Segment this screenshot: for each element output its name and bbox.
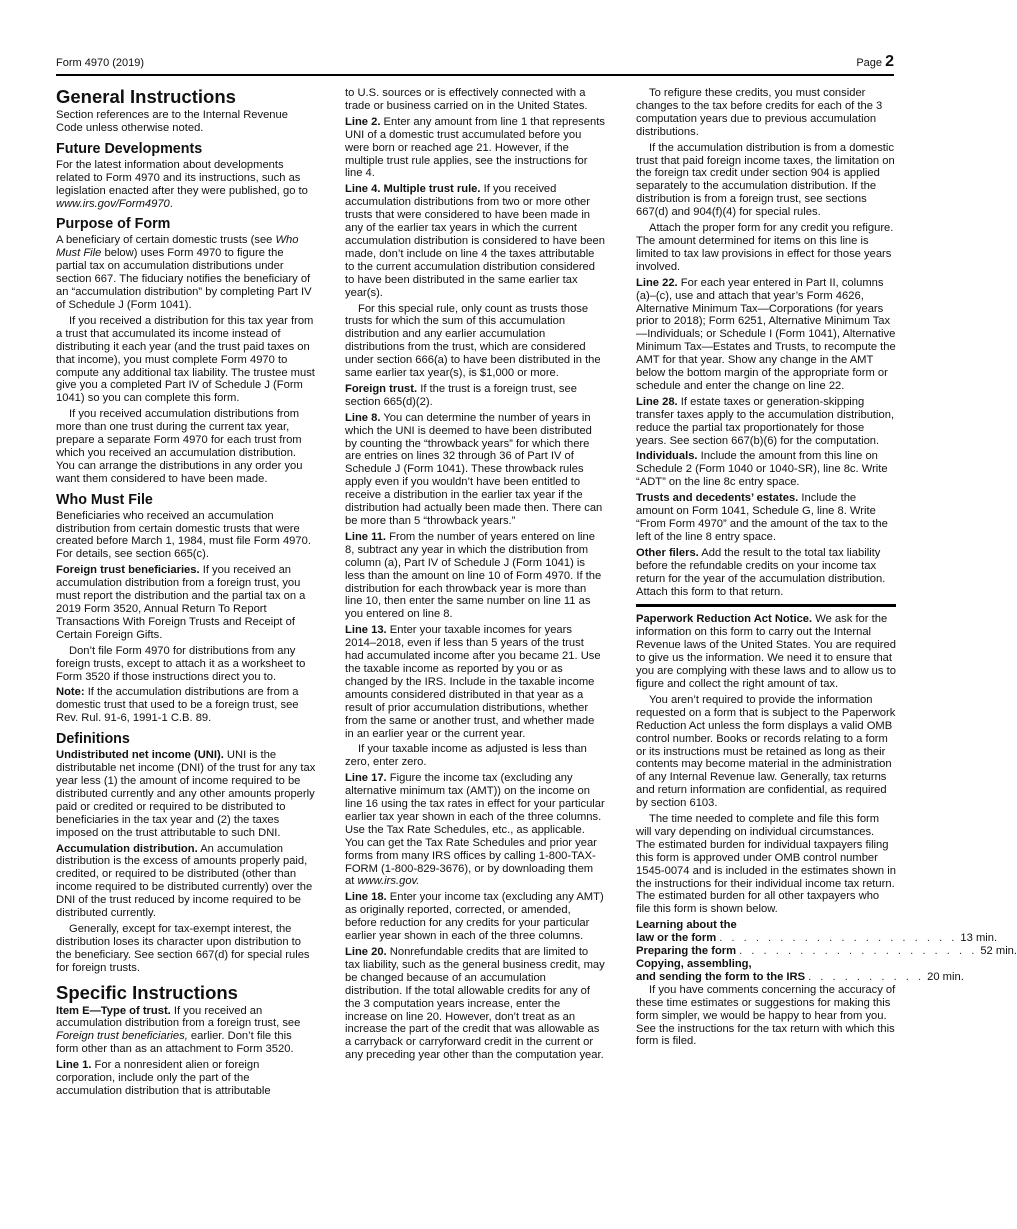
who-must-file-heading: Who Must File (56, 491, 153, 508)
purpose-heading: Purpose of Form (56, 216, 171, 233)
item-e-paragraph (56, 1005, 316, 1057)
page-num: 2 (885, 53, 894, 70)
intro-paragraph: Section references are to the Internal Revenue Code unless otherwise noted. (56, 109, 288, 134)
time-row-learning-head (636, 919, 896, 932)
note-label: Note: (56, 686, 85, 699)
line-11-text: From the number of years entered on line 8, subtract any year in which the distribution from column (a), Part IV of Schedule J (Form 1041) is less than the amount on line 10 of Form 4970. If the distribution for each throwback year is more than line 10, then enter the same number on line 11 as you entered on line 8. (345, 530, 602, 621)
line-11-paragraph (345, 531, 605, 621)
pof-p1b: below) uses Form 4970 to figure the partial tax on accumulation distributions under section 667. The fiduciary notifies the beneficiary of an “accumulation distribution” by completing Part IV of Schedule J (Form 1041). (56, 247, 312, 311)
future-developments-paragraph (56, 159, 316, 211)
trusts-estates-paragraph (636, 492, 896, 544)
section-divider (636, 604, 896, 607)
irs-url-link[interactable]: www.irs.gov. (357, 875, 420, 888)
pra-label: Paperwork Reduction Act Notice. (636, 613, 813, 626)
line-20-text: Nonrefundable credits that are limited to tax liability, such as the general business credit, may be changed because of an accumulation distribution. If the total allowable credits for any of the 3 computation years increase, enter the increase on line 20. However, don’t treat as an increase the part of the credit that was allowable as a carryback or carryforward credit in the current or any preceding year other than the computation year. (345, 946, 605, 1062)
line-13-paragraph-2: If your taxable income as adjusted is less than zero, enter zero. (345, 743, 587, 769)
purpose-paragraph-1 (56, 234, 316, 311)
definitions-paragraph-3: Generally, except for tax-exempt interest, the distribution loses its character upon distribution to the beneficiary. See section 667(d) for special rules for foreign trusts. (56, 922, 310, 974)
line-1-text: For a nonresident alien or foreign corporation, include only the part of the accumulation distribution that is attributable (56, 1059, 271, 1097)
pof-p1i: Who Must File (56, 234, 299, 260)
item-e-label: Item E—Type of trust. (56, 1004, 171, 1017)
other-filers-text: Add the result to the total tax liability before the refundable credits on your income tax return for the year of the accumulation distribution. Attach this form to that return. (636, 546, 886, 598)
comments-paragraph: If you have comments concerning the accuracy of these time estimates or suggestions for making this form simpler, we would be happy to hear from you. See the instructions for the tax return with which this form is filed. (636, 983, 896, 1048)
line-17-paragraph (345, 772, 605, 888)
foreign-trust-beneficiaries-paragraph (56, 564, 316, 641)
pra-text: We ask for the information on this form to carry out the Internal Revenue laws of the United States. You are required to give us the information. We need it to ensure that you are complying with these laws and to allow us to figure and collect the right amount of tax. (636, 613, 896, 690)
line-20-label: Line 20. (345, 946, 387, 958)
time-row-learning (636, 932, 998, 945)
ad-label: Accumulation distribution. (56, 842, 198, 855)
line-8-text: You can determine the number of years in which the UNI is deemed to have been distributed by counting the “throwback years” for which there are entries on lines 32 through 36 of Part IV of Schedule J (Form 1041). These throwback rules apply even if you wouldn’t have been entitled to receive a distribution in the earlier tax year if the distribution had actually been made then. There can be more than 5 “throwback years.” (345, 411, 603, 527)
line-4-label: Line 4. Multiple trust rule. (345, 183, 481, 196)
time-label-copying-2: and sending the form to the IRS (636, 970, 806, 983)
line-18-label: Line 18. (345, 891, 387, 904)
ftb-label: Foreign trust beneficiaries. (56, 564, 200, 577)
item-e-b: earlier. Don’t file this form other than as an attachment to Form 3520. (56, 1030, 294, 1056)
line-13-label: Line 13. (345, 624, 387, 637)
line-8-paragraph (345, 412, 605, 528)
uni-label: Undistributed net income (UNI). (56, 749, 224, 762)
item-e-i: Foreign trust beneficiaries, (56, 1030, 188, 1043)
leader-dots: . . . . . . . . . . . . . . . . . . . . (719, 932, 958, 945)
leader-dots: . . . . . . . . . . . . . . . . . . . . (739, 945, 978, 958)
foreign-trust-paragraph (345, 383, 605, 409)
form-id: Form 4970 (2019) (56, 57, 145, 69)
column-1 (56, 87, 316, 1101)
time-label-learning-2: law or the form (636, 932, 717, 945)
trusts-estates-label: Trusts and decedents’ estates. (636, 492, 799, 505)
purpose-paragraph-2: If you received a distribution for this tax year from a trust that accumulated its income instead of distributing it each year (and the trust paid taxes on that income), you must complete Form 4970 to compute any additional tax liability. The trustee must give you a completed Part IV of Schedule J (Form 1041) so you can complete this form. (56, 314, 315, 405)
other-filers-paragraph (636, 547, 896, 599)
uni-text: UNI is the distributable net income (DNI) of the trust for any tax year less (1) the amount of income required to be distributed currently and any other amounts properly paid or credited or required to be distributed to beneficiaries in the tax year and (2) the taxes imposed on the trust attributable to such DNI. (56, 749, 316, 839)
fd-end: . (169, 197, 173, 210)
line-2-text: Enter any amount from line 1 that represents UNI of a domestic trust accumulated before you were born or reached age 21. However, if the multiple trust rule applies, see the instructions for line 4. (345, 115, 605, 180)
col3-paragraph-2: If the accumulation distribution is from a domestic trust that paid foreign income taxes, the limitation on the foreign tax credit under section 904 is applied separately to the accumulation distribution. If the distribution is from a foreign trust, see sections 667(d) and 904(f)(4) for special rules. (636, 141, 895, 219)
time-row-copying-head (636, 958, 896, 971)
time-row-copying (636, 970, 964, 984)
line-8-label: Line 8. (345, 411, 381, 424)
line-22-text: For each year entered in Part II, columns (a)–(c), use and attach that year’s Form 4626, Alternative Minimum Tax—Corporations (for years prior to 2018); Form 6251, Alternative Minimum Tax—Individuals; or Schedule I (Form 1041), Alternative Minimum Tax—Estates and Trusts, to recompute the AMT for that year. Show any change in the AMT below the bottom margin of the appropriate form or schedule and enter the change on line 22. (636, 276, 896, 392)
definitions-heading: Definitions (56, 731, 130, 748)
time-value-copying: 20 min. (927, 970, 964, 983)
purpose-paragraph-3: If you received accumulation distributions from more than one trust during the current tax year, prepare a separate Form 4970 for each trust from which you received an accumulation distribution. You can arrange the distributions in any order you want them considered to have been made. (56, 408, 303, 485)
paperwork-reduction-paragraph (636, 613, 896, 690)
who-must-file-paragraph-3: Don’t file Form 4970 for distributions from any foreign trusts, except to attach it as a worksheet to Form 3520 if those instructions direct you to. (56, 644, 306, 683)
note-text: If the accumulation distributions are from a domestic trust that used to be a foreign trust, see Rev. Rul. 91-6, 1991-1 C.B. 89. (56, 686, 299, 725)
time-label-learning-1: Learning about the (636, 919, 737, 932)
line-17-label: Line 17. (345, 772, 387, 785)
accumulation-distribution-definition (56, 843, 316, 920)
line-1-paragraph (56, 1059, 316, 1098)
time-estimates-table (636, 919, 1017, 984)
fd-url-link[interactable]: www.irs.gov/Form4970 (56, 197, 170, 210)
line-4-paragraph (345, 183, 605, 299)
line-22-label: Line 22. (636, 276, 678, 289)
line-2-paragraph (345, 116, 605, 181)
trusts-estates-text: Include the amount on Form 1041, Schedule G, line 8. Write “From Form 4970” and the amount of the tax to the left of the line 8 entry space. (636, 492, 888, 543)
line-1-continued: to U.S. sources or is effectively connected with a trade or business carried on in the United States. (345, 87, 588, 112)
time-label-copying-1: Copying, assembling, (636, 958, 752, 970)
individuals-label: Individuals. (636, 450, 698, 463)
col3-paragraph-3: Attach the proper form for any credit you refigure. The amount determined for items on this line is limited to tax law provisions in effect for those years involved. (636, 222, 894, 273)
pra-paragraph-2: You aren’t required to provide the information requested on a form that is subject to the Paperwork Reduction Act unless the form displays a valid OMB control number. Books or records relating to a form or its instructions must be retained as long as their contents may become material in the administration of any Internal Revenue law. Generally, tax returns and return information are confidential, as required by section 6103. (636, 693, 896, 810)
line-28-text: If estate taxes or generation-skipping transfer taxes apply to the accumulation distribution, reduce the partial tax proportionately for those years. See section 667(b)(6) for the computation. (636, 395, 895, 447)
line-11-label: Line 11. (345, 530, 387, 543)
col3-paragraph-1: To refigure these credits, you must consider changes to the tax before credits for each of the 3 computation years due to previous accumulation distributions. (636, 87, 883, 138)
page-number (856, 53, 894, 71)
fd-text: For the latest information about developments related to Form 4970 and its instructions, such as legislation enacted after they were published, go to (56, 158, 308, 197)
line-22-paragraph (636, 277, 896, 393)
ftb-text: If you received an accumulation distribution from a foreign trust, you must report the distribution and the partial tax on a 2019 Form 3520, Annual Return To Report Transactions With Foreign Trusts and Receipt of Certain Foreign Gifts. (56, 564, 306, 641)
uni-definition (56, 749, 316, 839)
time-value-preparing: 52 min. (980, 945, 1017, 958)
who-must-file-paragraph-1: Beneficiaries who received an accumulation distribution from certain domestic trusts that were created before March 1, 1984, must file Form 4970. For details, see section 665(c). (56, 509, 311, 561)
individuals-paragraph (636, 450, 896, 489)
line-18-paragraph (345, 891, 605, 943)
future-developments-heading: Future Developments (56, 140, 203, 157)
line-28-label: Line 28. (636, 395, 678, 408)
leader-dots: . . . . . . . . . . (808, 970, 925, 983)
foreign-trust-label: Foreign trust. (345, 382, 418, 395)
time-value-learning: 13 min. (960, 932, 998, 945)
foreign-trust-text: If the trust is a foreign trust, see section 665(d)(2). (345, 382, 577, 408)
specific-instructions-title: Specific Instructions (56, 981, 238, 1003)
line-4-text: If you received accumulation distributions from two or more other trusts that were considered to have been made in any of the earlier tax years in which the current accumulation distribution is considered to have been made, don’t include on line 4 the taxes attributable to the current accumulation distribution considered to have been distributed in the same earlier tax year(s). (345, 183, 605, 299)
pra-paragraph-3: The time needed to complete and file this form will vary depending on individual circumstances. The estimated burden for individual taxpayers filing this form is approved under OMB control number 1545-0074 and is included in the estimates shown in the instructions for their individual income tax return. The estimated burden for all other taxpayers who file this form is shown below. (636, 813, 896, 916)
column-2 (345, 87, 605, 1065)
column-3 (636, 87, 1017, 1051)
ad-text: An accumulation distribution is the excess of amounts properly paid, credited, or required to be distributed (other than income required to be distributed currently) over the DNI of the trust reduced by income required to be distributed currently. (56, 842, 313, 920)
line-28-paragraph (636, 396, 896, 448)
item-e-a: If you received an accumulation distribution from a foreign trust, see (56, 1004, 301, 1030)
general-instructions-title: General Instructions (56, 86, 236, 107)
page-prefix: Page (856, 57, 886, 69)
line-17-text: Figure the income tax (excluding any alternative minimum tax (AMT)) on the income on line 16 using the tax rates in effect for your particular earlier tax year shown in each of the three columns. Use the Tax Rate Schedules, etc., as applicable. You can get the Tax Rate Schedules and prior year forms from many IRS offices by calling 1-800-TAX-FORM (1-800-829-3676), or by downloading them at (345, 772, 605, 888)
pof-p1a: A beneficiary of certain domestic trusts (see (56, 234, 276, 247)
line-4-paragraph-2: For this special rule, only count as trusts those trusts for which the sum of this accumulation distribution and any earlier accumulation distributions from the trust, which are considered under section 666(a) to have been distributed in the same earlier tax year(s), is $1,000 or more. (345, 302, 601, 380)
line-20-paragraph (345, 946, 605, 1062)
line-13-paragraph (345, 624, 605, 740)
note-paragraph (56, 686, 316, 725)
other-filers-label: Other filers. (636, 546, 699, 559)
line-18-text: Enter your income tax (excluding any AMT) as originally reported, corrected, or amended, before reduction for any credits for your particular earlier year shown in each of the three columns. (345, 891, 604, 943)
line-13-text: Enter your taxable incomes for years 2014–2018, even if less than 5 years of the trust had accumulated income after you became 21. Use the taxable income as reported by you or as changed by the IRS. Include in the taxable income amounts considered distributed in that year as a result of prior accumulation distributions, whether from the same or another trust, and whether made in an earlier year or the current year. (345, 624, 601, 740)
individuals-text: Include the amount from this line on Schedule 2 (Form 1040 or 1040-SR), line 8c. Write “ADT” on the line 8c entry space. (636, 450, 888, 489)
line-1-label: Line 1. (56, 1059, 92, 1072)
time-label-preparing: Preparing the form (636, 945, 737, 958)
page-header (56, 52, 894, 76)
line-2-label: Line 2. (345, 115, 381, 128)
time-row-preparing (636, 945, 1017, 958)
